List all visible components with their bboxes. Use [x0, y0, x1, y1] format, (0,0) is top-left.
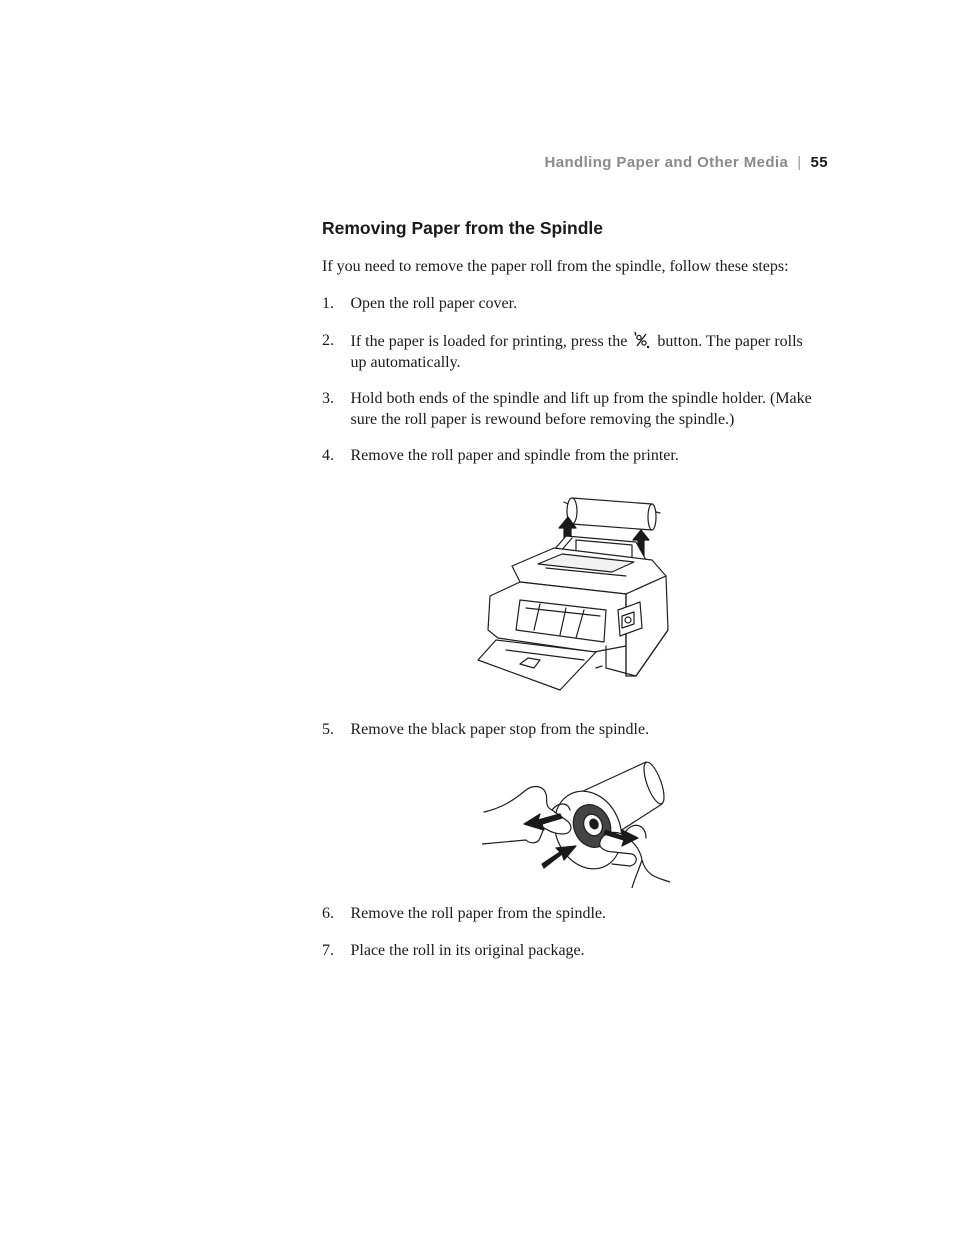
- paper-feed-cut-icon: [632, 330, 652, 350]
- step-number: 3.: [322, 390, 334, 407]
- page-number: 55: [810, 154, 828, 171]
- step-text-after: button. The paper rolls up automatically.: [350, 333, 803, 371]
- step-number: 6.: [322, 905, 334, 922]
- step-text: Open the roll paper cover.: [350, 295, 518, 312]
- step-text: Remove the roll paper and spindle from the printer.: [350, 447, 679, 464]
- section-heading: Removing Paper from the Spindle: [322, 218, 604, 238]
- step-number: 7.: [322, 942, 334, 959]
- step-number: 2.: [322, 332, 334, 349]
- step-text-before: If the paper is loaded for printing, press the: [350, 333, 628, 350]
- step-text: Hold both ends of the spindle and lift up from the spindle holder. (Make sure the roll paper is rewound before removing the spindle.): [350, 390, 812, 428]
- running-header: [545, 154, 829, 171]
- step-text: Place the roll in its original package.: [350, 942, 585, 959]
- step-number: 5.: [322, 721, 334, 738]
- running-header-separator: |: [797, 154, 802, 171]
- step-number: 1.: [322, 295, 334, 312]
- intro-paragraph: If you need to remove the paper roll from the spindle, follow these steps:: [322, 258, 789, 275]
- step-text: Remove the black paper stop from the spindle.: [350, 721, 650, 738]
- running-header-section: Handling Paper and Other Media: [544, 154, 789, 171]
- step-text: Remove the roll paper from the spindle.: [350, 905, 606, 922]
- step-text: [351, 330, 823, 373]
- paper-stop-removal-illustration: [482, 760, 670, 888]
- printer-spindle-lift-illustration: [476, 490, 676, 692]
- step-number: 4.: [322, 447, 334, 464]
